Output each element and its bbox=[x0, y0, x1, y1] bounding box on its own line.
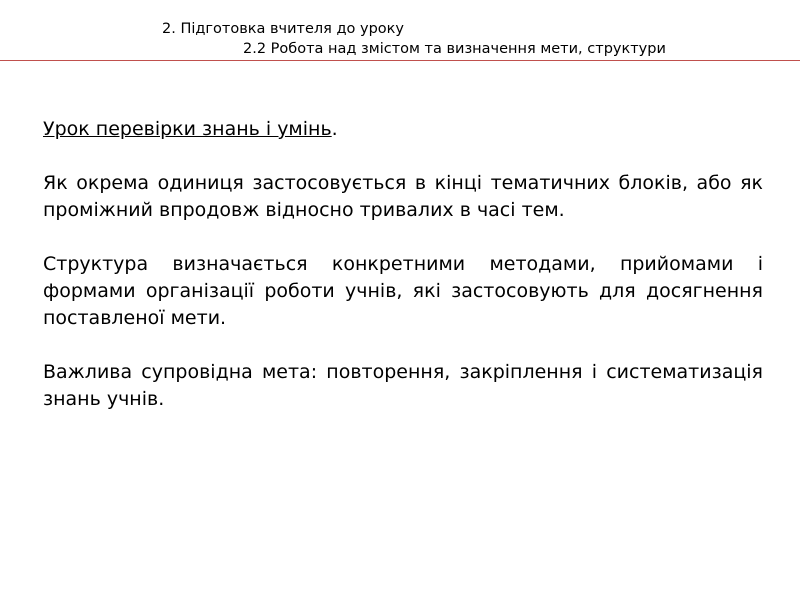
paragraph-goal: Важлива супровідна мета: повторення, закріплення і систематизація знань учнів. bbox=[43, 361, 763, 410]
paragraph-structure: Структура визначається конкретними методами, прийомами і формами організації роботи учнів, які застосовують для досягнення поставленої мети. bbox=[43, 253, 763, 329]
header-divider bbox=[0, 60, 800, 61]
section-title: 2. Підготовка вчителя до уроку bbox=[162, 21, 405, 37]
paragraph-usage: Як окрема одиниця застосовується в кінці тематичних блоків, або як проміжний впродовж відносно тривалих в часі тем. bbox=[43, 172, 763, 221]
slide-body bbox=[43, 116, 763, 440]
lesson-type-title: Урок перевірки знань і умінь bbox=[43, 118, 332, 140]
subsection-title: 2.2 Робота над змістом та визначення мети, структури bbox=[243, 41, 666, 57]
lesson-type-heading bbox=[43, 116, 763, 143]
slide-header bbox=[0, 0, 800, 62]
lesson-type-title-punct: . bbox=[331, 118, 338, 140]
